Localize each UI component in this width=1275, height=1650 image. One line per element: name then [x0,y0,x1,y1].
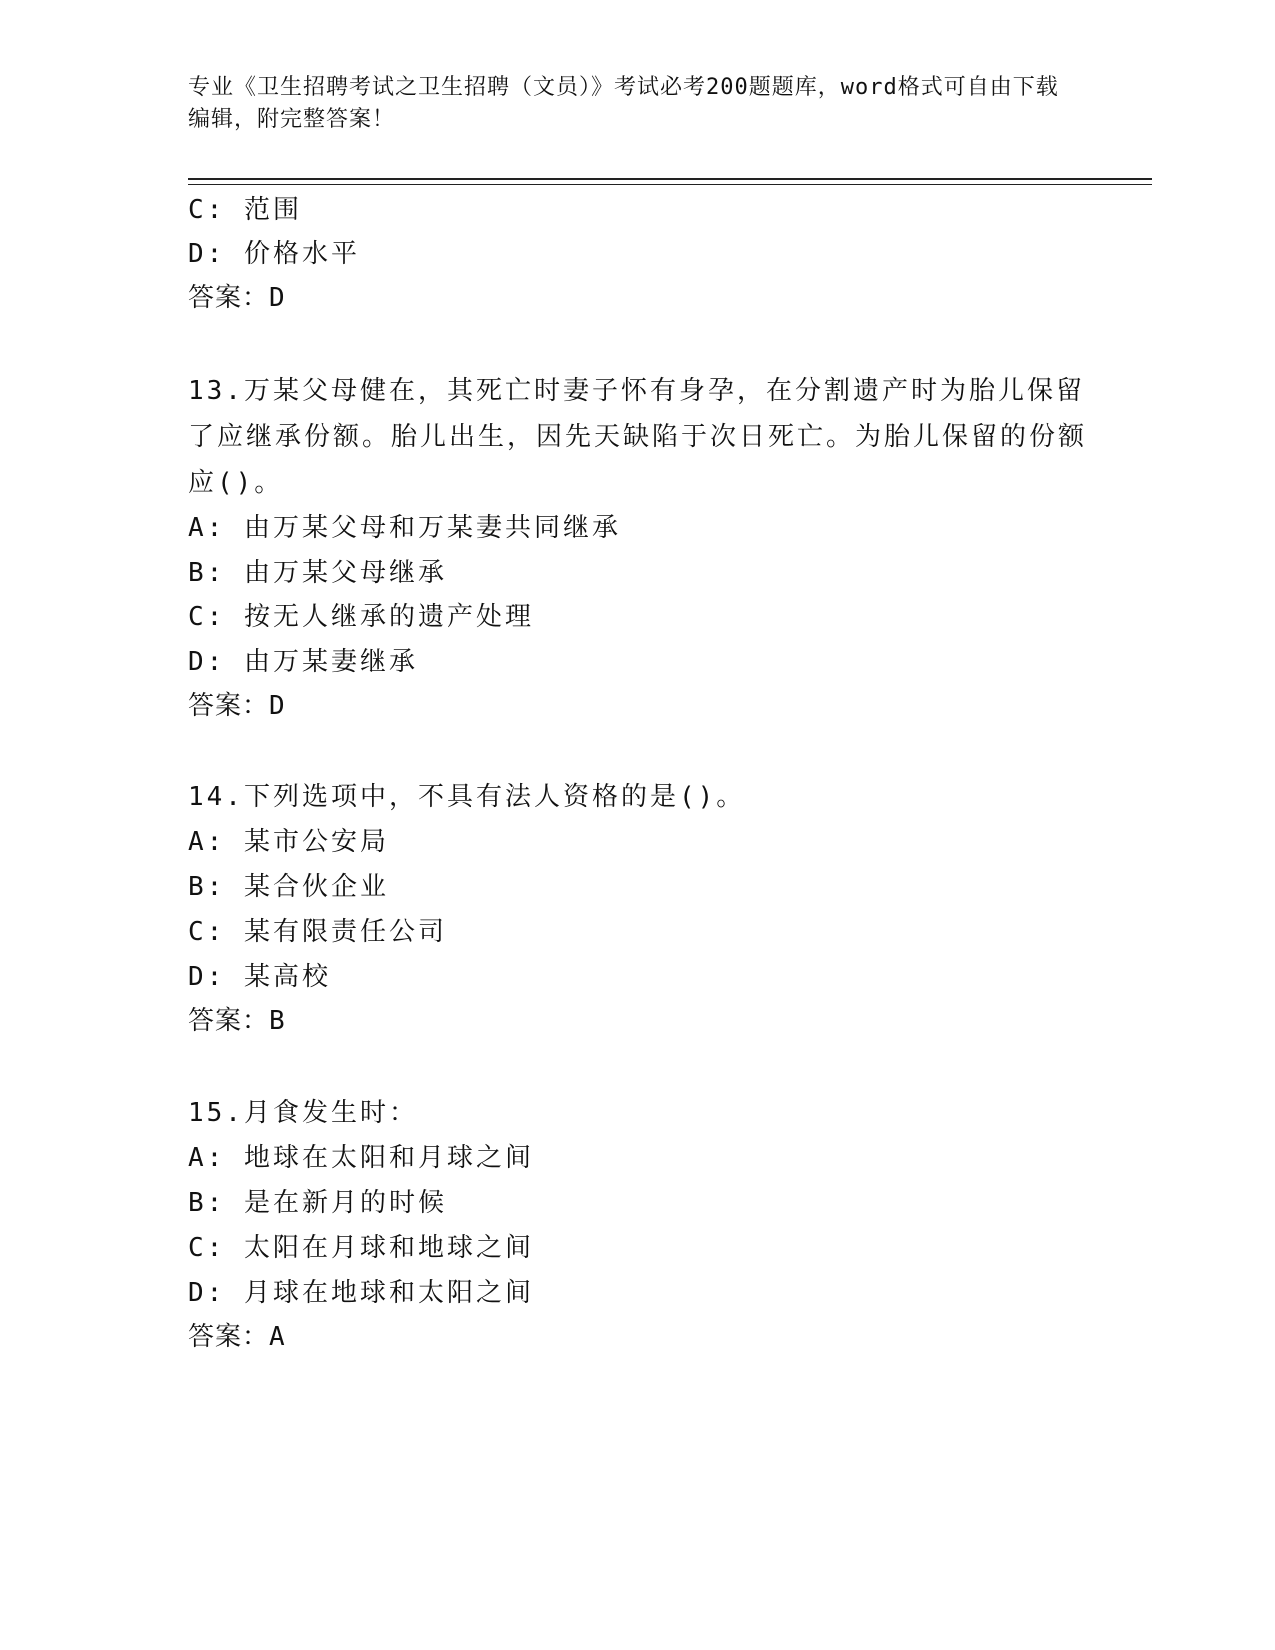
option-key: A: [188,513,226,543]
option-text: 地球在太阳和月球之间 [243,1143,534,1173]
option-a [188,505,621,551]
option-key: B: [188,872,226,902]
option-a [188,819,389,865]
option-key: D: [188,239,226,269]
option-text: 由万某父母和万某妻共同继承 [243,513,621,543]
option-text: 某市公安局 [243,827,389,857]
option-c [188,1225,534,1271]
option-key: A: [188,1143,226,1173]
answer-value: D [269,691,286,721]
option-d [188,231,360,277]
answer-line [188,275,286,321]
option-text: 是在新月的时候 [243,1188,447,1218]
option-b [188,550,447,596]
answer-label: 答案： [188,691,270,721]
option-text: 太阳在月球和地球之间 [243,1233,534,1263]
answer-line [188,998,286,1044]
option-text: 由万某父母继承 [243,558,447,588]
answer-label: 答案： [188,1322,270,1352]
question-stem: 15.月食发生时： [188,1098,418,1128]
option-text: 价格水平 [243,239,360,269]
answer-line [188,683,286,729]
option-key: B: [188,1188,226,1218]
option-text: 某有限责任公司 [243,917,447,947]
option-key: A: [188,827,226,857]
option-text: 由万某妻继承 [243,647,418,677]
header-divider-thick [188,178,1152,180]
document-header: 专业《卫生招聘考试之卫生招聘（文员）》考试必考200题题库，word格式可自由下载编辑，附完整答案！ [188,75,1059,132]
option-c [188,909,447,955]
option-c [188,187,302,233]
header-divider-thin [188,184,1152,185]
option-text: 按无人继承的遗产处理 [243,602,534,632]
option-d [188,639,418,685]
option-b [188,864,389,910]
option-text: 月球在地球和太阳之间 [243,1278,534,1308]
question-stem: 14.下列选项中，不具有法人资格的是()。 [188,782,746,812]
option-key: B: [188,558,226,588]
option-text: 某高校 [243,962,331,992]
option-a [188,1135,534,1181]
option-b [188,1180,447,1226]
answer-label: 答案： [188,1006,270,1036]
option-key: C: [188,917,226,947]
answer-value: A [269,1322,286,1352]
option-text: 范围 [243,195,302,225]
answer-value: D [269,283,286,313]
option-key: D: [188,962,226,992]
option-key: C: [188,195,226,225]
option-c [188,594,534,640]
option-d [188,954,331,1000]
option-key: D: [188,1278,226,1308]
option-key: D: [188,647,226,677]
option-text: 某合伙企业 [243,872,389,902]
option-d [188,1270,534,1316]
answer-line [188,1314,286,1360]
answer-value: B [269,1006,286,1036]
option-key: C: [188,1233,226,1263]
option-key: C: [188,602,226,632]
question-stem: 13.万某父母健在，其死亡时妻子怀有身孕，在分割遗产时为胎儿保留了应继承份额。胎儿出生，因先天缺陷于次日死亡。为胎儿保留的份额应()。 [188,376,1088,498]
answer-label: 答案： [188,283,270,313]
